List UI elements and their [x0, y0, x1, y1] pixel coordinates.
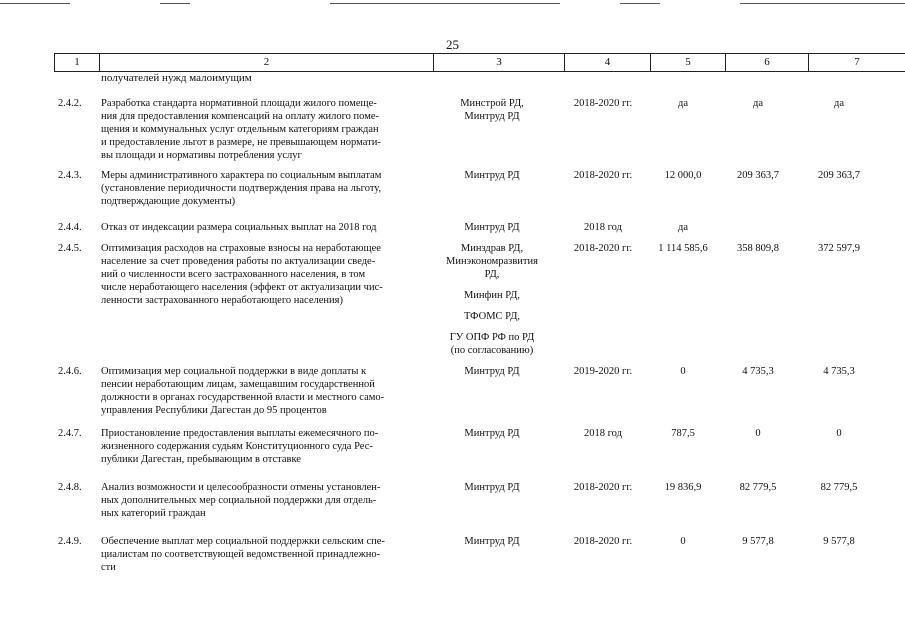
row-value-col7: 9 577,8	[823, 536, 855, 547]
scan-edge-line	[160, 3, 190, 4]
header-cell: 4	[564, 54, 650, 71]
header-cell: 1	[54, 54, 99, 71]
description-line: Отказ от индексации размера социальных выплат на 2018 год	[101, 222, 377, 233]
row-description	[101, 97, 429, 162]
executor-line: Минтруд РД	[464, 428, 520, 439]
description-line: циалистам по соответствующей ведомственной принадлежно-	[101, 549, 381, 560]
description-line: ных категорий граждан	[101, 508, 206, 519]
continuation-text: получателей нужд малоимущим	[101, 72, 252, 84]
row-value-col7: да	[833, 98, 844, 109]
scan-edge-line	[0, 3, 70, 4]
description-line: сти	[101, 562, 116, 573]
executor-line: РД,	[484, 269, 500, 280]
row-executor	[436, 97, 548, 123]
description-line: Оптимизация мер социальной поддержки в виде доплаты к	[101, 366, 367, 377]
scan-edge-line	[740, 3, 905, 4]
row-number: 2.4.7.	[58, 428, 82, 439]
executor-line: ТФОМС РД,	[464, 311, 520, 322]
executor-line	[436, 302, 548, 310]
scan-edge-line	[620, 3, 660, 4]
row-description	[101, 481, 429, 520]
executor-line: Минстрой РД,	[460, 98, 524, 109]
description-line: пенсии неработающим лицам, замещавшим государственной	[101, 379, 375, 390]
row-description	[101, 242, 429, 307]
description-line: управления Республики Дагестан до 95 процентов	[101, 405, 327, 416]
row-value-col5: 787,5	[671, 428, 695, 439]
executor-line: Минтруд РД	[464, 222, 520, 233]
row-number: 2.4.6.	[58, 366, 82, 377]
description-line: ных дополнительных мер социальной поддержки для отдель-	[101, 495, 377, 506]
row-number: 2.4.9.	[58, 536, 82, 547]
description-line: Обеспечение выплат мер социальной поддержки сельским спе-	[101, 536, 385, 547]
description-line: вы площади и нормативы потребления услуг	[101, 150, 302, 161]
description-line: Анализ возможности и целесообразности отмены установлен-	[101, 482, 381, 493]
row-executor	[436, 365, 548, 378]
row-value-col6: да	[752, 98, 763, 109]
executor-line: Минздрав РД,	[460, 243, 524, 254]
executor-line: Минтруд РД	[464, 536, 520, 547]
executor-line: (по согласованию)	[450, 345, 534, 356]
row-value-col5: 19 836,9	[664, 482, 702, 493]
scan-edge-line	[330, 3, 560, 4]
row-value-col6: 0	[755, 428, 761, 439]
description-line: жизненного содержания судьям Конституционного суда Рес-	[101, 441, 373, 452]
row-description	[101, 169, 429, 208]
description-line: Приостановление предоставления выплаты ежемесячного по-	[101, 428, 379, 439]
header-cell: 6	[725, 54, 808, 71]
row-executor	[436, 427, 548, 440]
description-line: ния для предоставления компенсаций на оплату жилого поме-	[101, 111, 379, 122]
description-line: население за счет проведения работы по актуализации сведе-	[101, 256, 376, 267]
row-period: 2018-2020 гг.	[573, 482, 633, 493]
row-period: 2018-2020 гг.	[573, 170, 633, 181]
row-value-col7: 82 779,5	[820, 482, 858, 493]
description-line: должности в органах государственной власти и местного само-	[101, 392, 385, 403]
header-cell: 7	[808, 54, 905, 71]
row-number: 2.4.4.	[58, 222, 82, 233]
row-period: 2018-2020 гг.	[573, 243, 633, 254]
row-value-col5: 0	[680, 366, 686, 377]
description-line: числе неработающего населения (эффект от актуализации чис-	[101, 282, 383, 293]
row-period: 2019-2020 гг.	[573, 366, 633, 377]
executor-line: Минфин РД,	[463, 290, 521, 301]
row-period: 2018 год	[584, 428, 622, 439]
row-description	[101, 535, 429, 574]
row-value-col7: 0	[836, 428, 842, 439]
executor-line: Минтруд РД	[464, 366, 520, 377]
table-header	[54, 53, 905, 72]
row-value-col7: 372 597,9	[818, 243, 860, 254]
row-description	[101, 221, 429, 234]
row-value-col6: 358 809,8	[737, 243, 779, 254]
executor-line: Минтруд РД	[464, 170, 520, 181]
row-value-col5: 12 000,0	[664, 170, 702, 181]
executor-line	[436, 323, 548, 331]
row-value-col6: 82 779,5	[739, 482, 777, 493]
row-number: 2.4.3.	[58, 170, 82, 181]
executor-line: Минэкономразвития	[446, 256, 538, 267]
row-period: 2018-2020 гг.	[573, 536, 633, 547]
row-executor	[436, 169, 548, 182]
description-line: подтверждающие документы)	[101, 196, 236, 207]
row-number: 2.4.8.	[58, 482, 82, 493]
description-line: (установление периодичности подтверждения права на льготу,	[101, 183, 382, 194]
row-description	[101, 365, 429, 417]
description-line: публики Дагестан, пребывающим в отставке	[101, 454, 301, 465]
executor-line: Минтруд РД	[464, 111, 520, 122]
row-value-col6: 209 363,7	[737, 170, 779, 181]
page-number: 25	[446, 37, 459, 52]
row-executor	[436, 481, 548, 494]
description-line: щения и коммунальных услуг отдельным категориям граждан	[101, 124, 379, 135]
header-cell: 5	[650, 54, 725, 71]
row-value-col5: 0	[680, 536, 686, 547]
description-line: ленности застрахованного неработающего населения)	[101, 295, 343, 306]
row-period: 2018 год	[584, 222, 622, 233]
row-number: 2.4.2.	[58, 98, 82, 109]
row-executor	[436, 221, 548, 234]
row-executor	[436, 535, 548, 548]
executor-line	[436, 281, 548, 289]
row-period: 2018-2020 гг.	[573, 98, 633, 109]
description-line: ний о численности всего застрахованного населения, в том	[101, 269, 366, 280]
row-value-col6: 9 577,8	[742, 536, 774, 547]
row-executor	[436, 242, 548, 357]
row-value-col5: 1 114 585,6	[658, 243, 708, 254]
row-number: 2.4.5.	[58, 243, 82, 254]
row-value-col7: 209 363,7	[818, 170, 860, 181]
row-value-col7: 4 735,3	[823, 366, 855, 377]
row-value-col5: да	[677, 98, 688, 109]
header-cell: 2	[99, 54, 433, 71]
row-value-col6: 4 735,3	[742, 366, 774, 377]
description-line: Оптимизация расходов на страховые взносы на неработающее	[101, 243, 381, 254]
description-line: и предоставление льгот в размере, не превышающем нормати-	[101, 137, 381, 148]
executor-line: Минтруд РД	[464, 482, 520, 493]
header-cell: 3	[433, 54, 564, 71]
row-description	[101, 427, 429, 466]
executor-line: ГУ ОПФ РФ по РД	[449, 332, 535, 343]
description-line: Меры административного характера по социальным выплатам	[101, 170, 382, 181]
description-line: Разработка стандарта нормативной площади жилого помеще-	[101, 98, 377, 109]
row-value-col5: да	[677, 222, 688, 233]
